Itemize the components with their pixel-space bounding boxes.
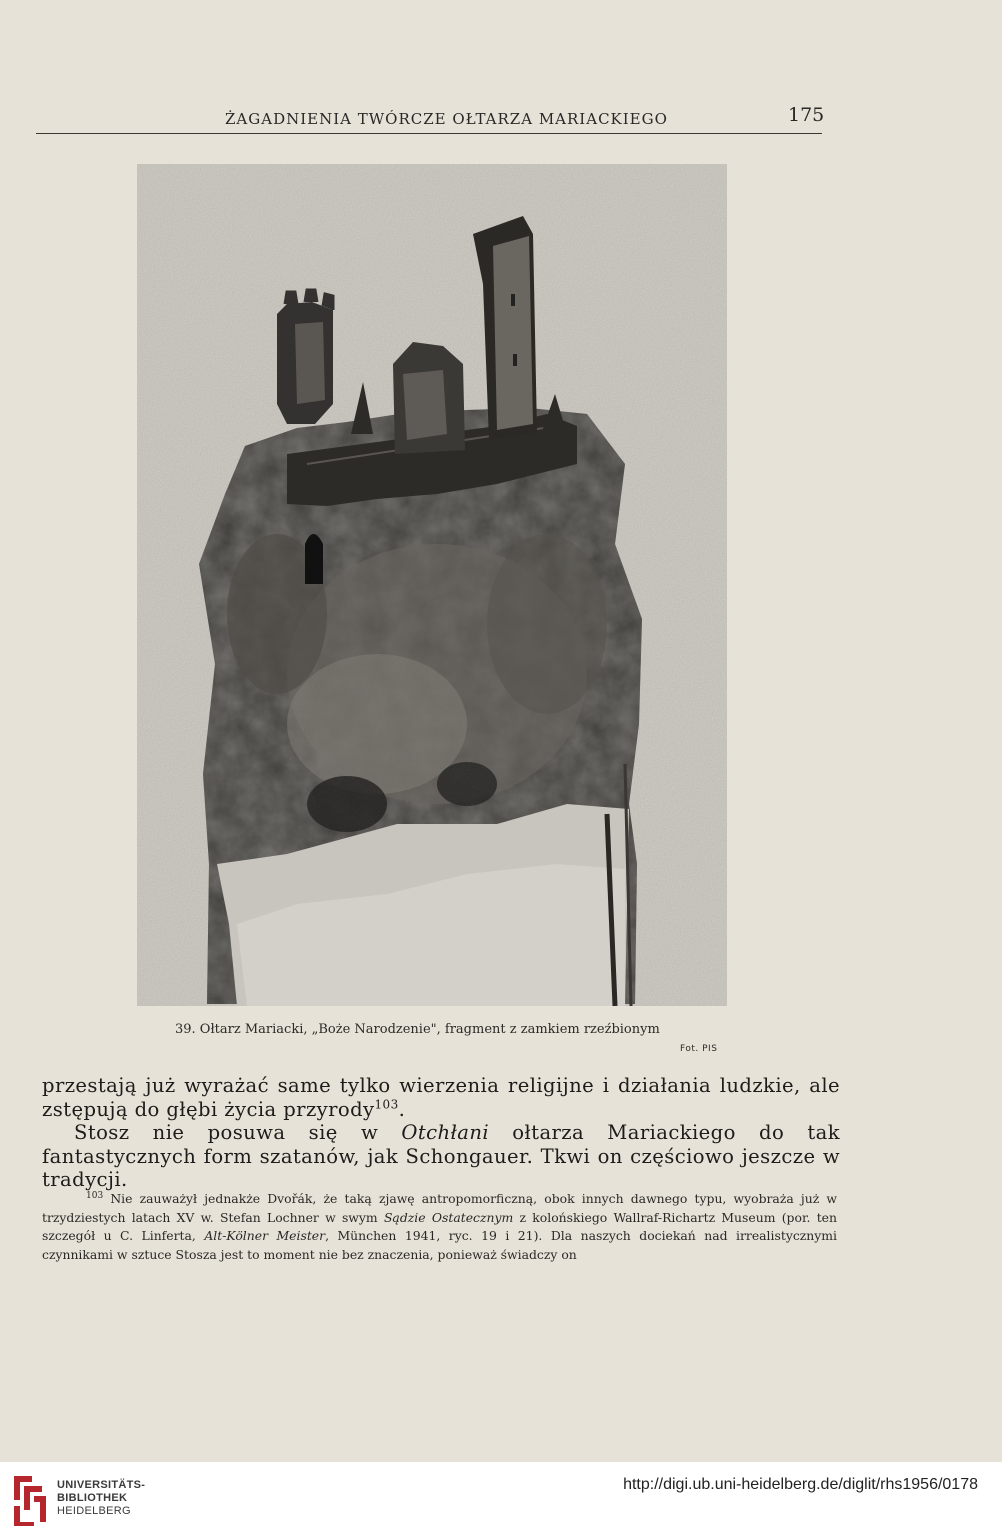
permalink-url[interactable]: http://digi.ub.uni-heidelberg.de/diglit/rhs1956/0178 bbox=[623, 1476, 978, 1493]
work-title: Otchłani bbox=[401, 1121, 490, 1144]
footnote-reference[interactable]: 103 bbox=[374, 1096, 399, 1111]
castle-relief-image bbox=[137, 164, 727, 1006]
paragraph-2: Stosz nie posuwa się w Otchłani ołtarza Mariackiego do tak fantastycznych form szatanów, jak Schongauer. Tkwi on częściowo jeszcze w tradycji. bbox=[42, 1121, 840, 1191]
paragraph-1: przestają już wyrażać same tylko wierzenia religijne i działania ludzkie, ale zstępują do głębi życia przyrody$^{103}$. bbox=[42, 1074, 840, 1121]
running-title: ŻAGADNIENIA TWÓRCZE OŁTARZA MARIACKIEGO bbox=[225, 110, 668, 128]
library-logo-icon[interactable] bbox=[10, 1470, 50, 1528]
header-rule bbox=[36, 133, 822, 134]
digitization-footer bbox=[0, 1462, 1002, 1535]
footnote-103: $^{103}$ Nie zauważył jednakże Dvořák, że taką zjawę antropomorficzną, obok innych dawnego typu, wyobraża już w trzydziestych latach XV w. Stefan Lochner w swym Sądzie Ostatecznym z kolońskiego Wallraf-Richartz Museum (por. ten szczegół u C. Linferta, Alt-Kölner Meister, München 1941, ryc. 19 i 21). Dla naszych dociekań nad irrealistycznymi czynnikami w sztuce Stosza jest to moment nie bez znaczenia, ponieważ świadczy on bbox=[42, 1190, 837, 1262]
footnote-number: 103 bbox=[86, 1190, 104, 1201]
body-text bbox=[42, 1074, 840, 1192]
photo-credit: Fot. PIS bbox=[680, 1044, 718, 1054]
page-number: 175 bbox=[788, 104, 825, 126]
figure-photograph bbox=[137, 164, 727, 1006]
figure-caption: 39. Ołtarz Mariacki, „Boże Narodzenie", fragment z zamkiem rzeźbionym bbox=[175, 1022, 660, 1037]
library-name[interactable]: UNIVERSITÄTS- BIBLIOTHEK HEIDELBERG bbox=[57, 1479, 146, 1517]
